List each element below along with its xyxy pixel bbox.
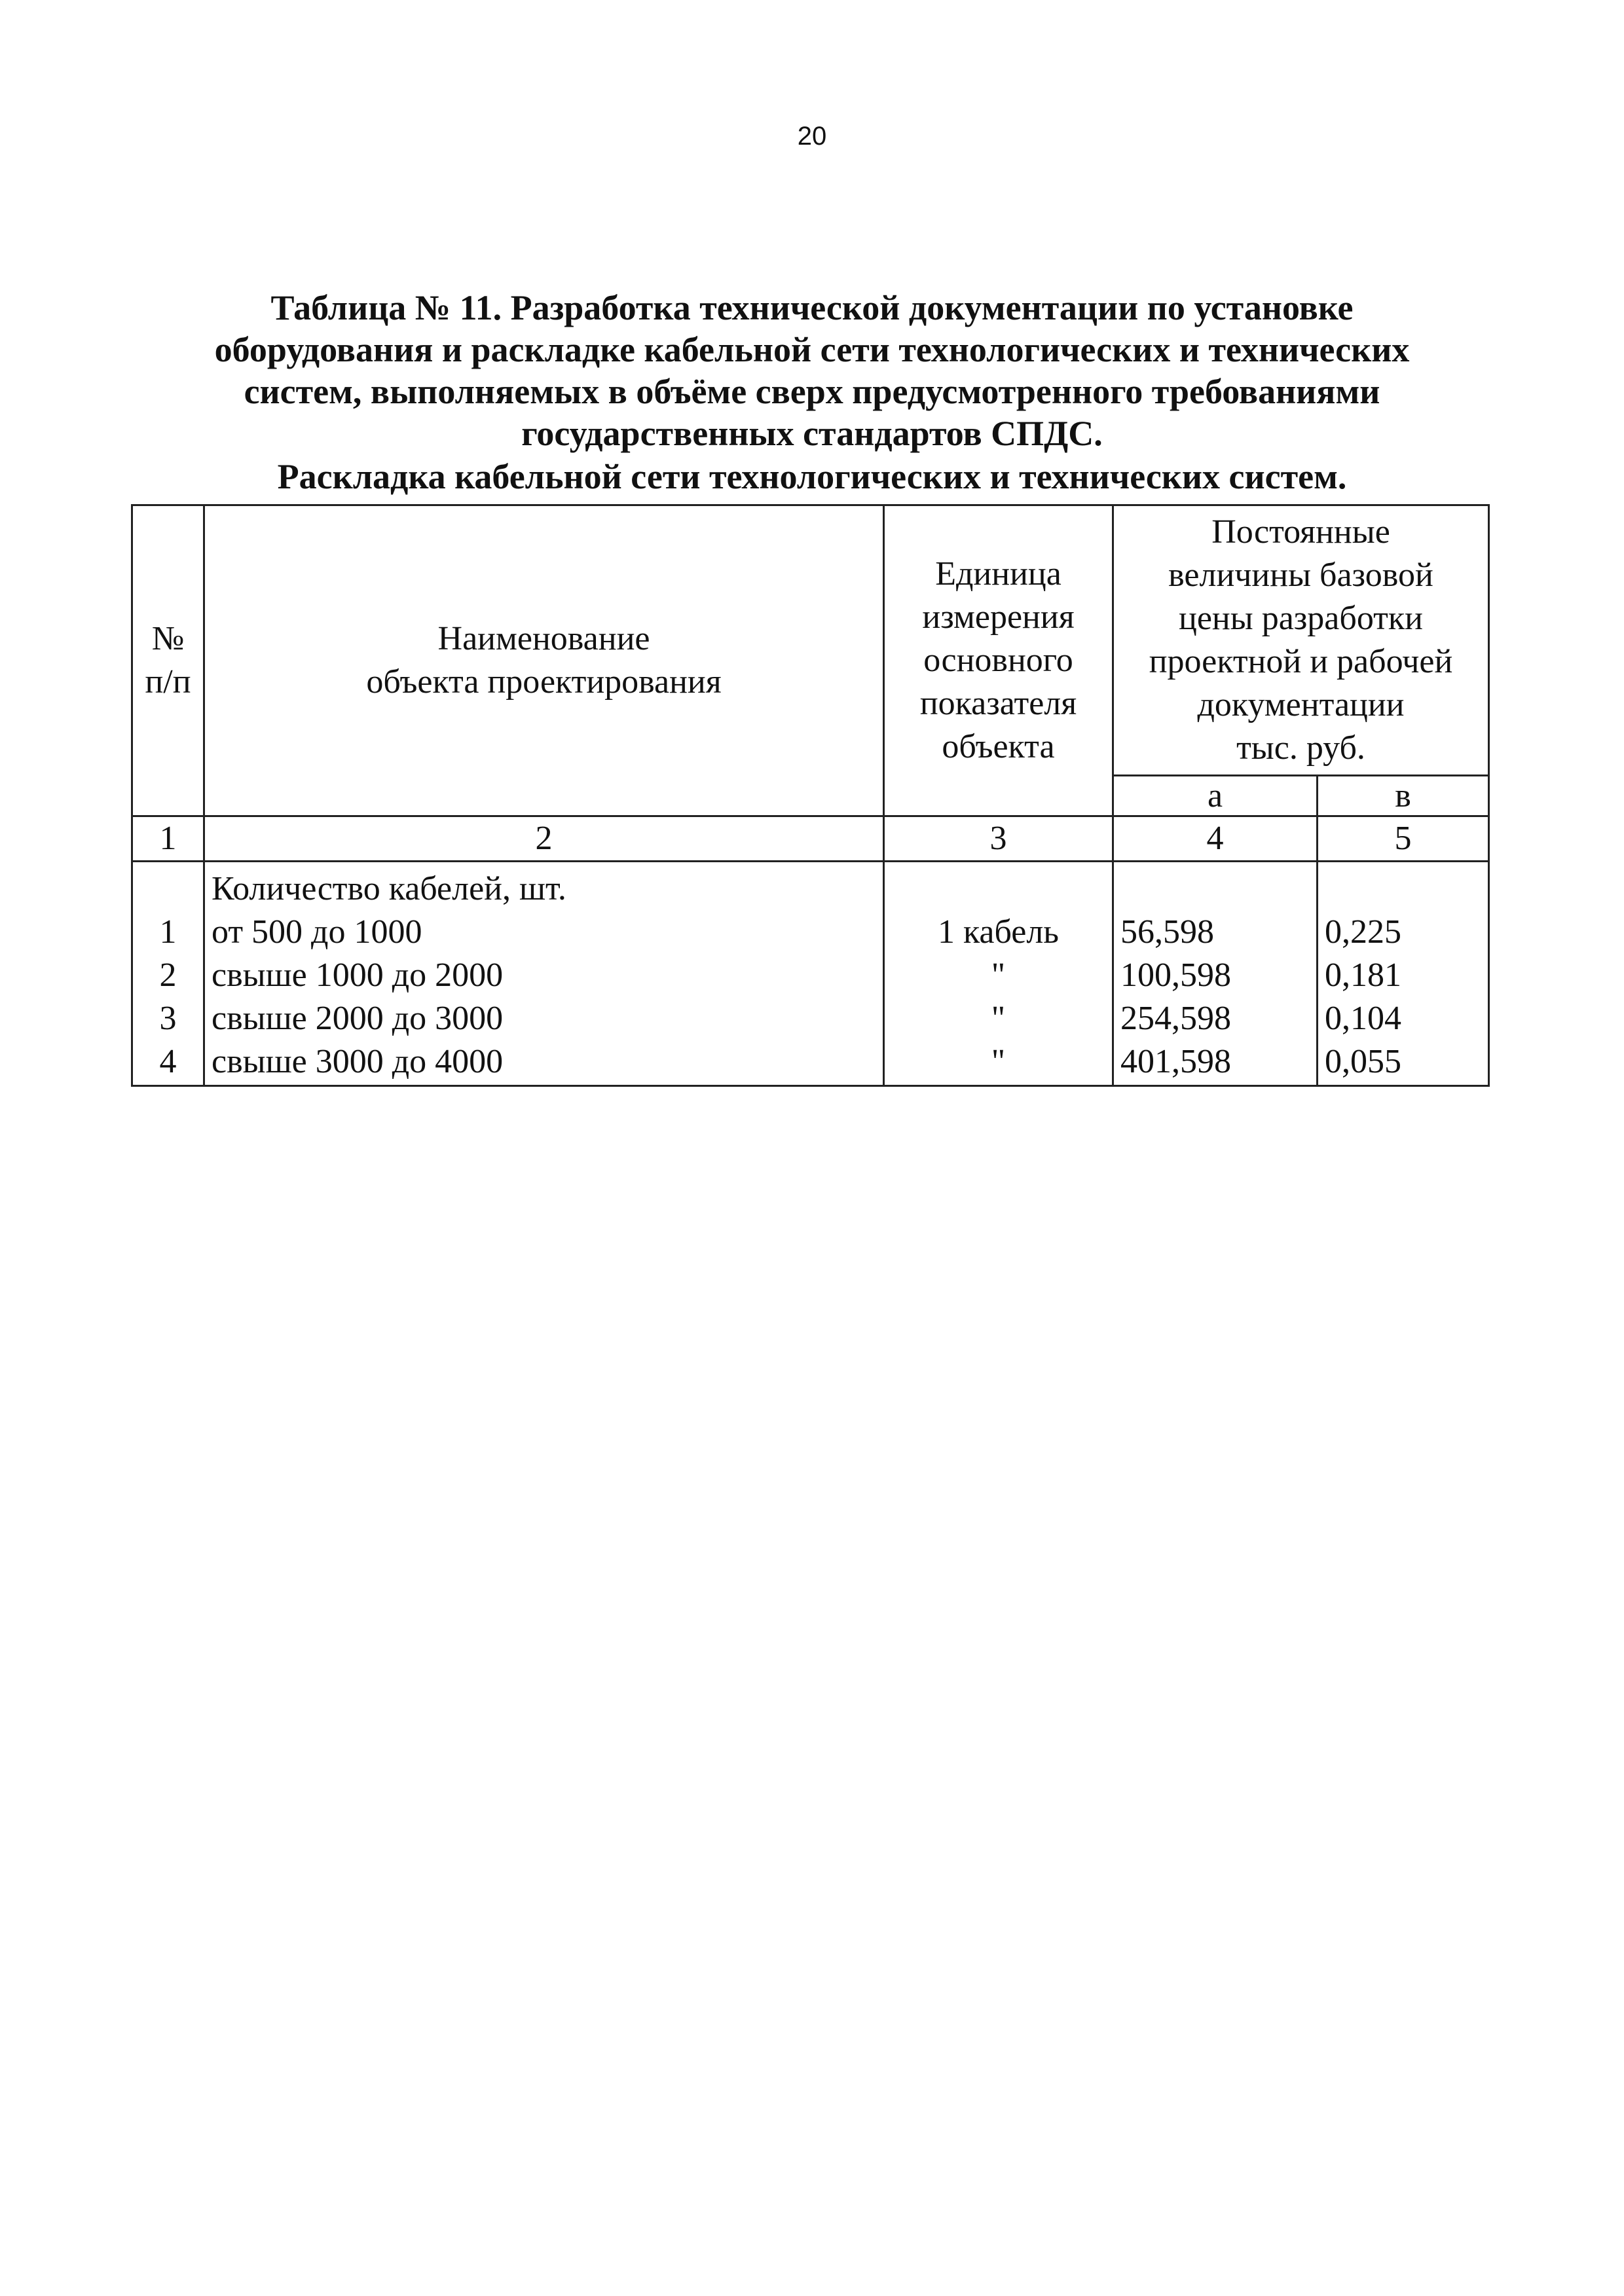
row-name: свыше 3000 до 4000	[212, 1043, 504, 1080]
header-unit-line: показателя	[919, 685, 1077, 722]
group-label: Количество кабелей, шт.	[212, 870, 566, 907]
name-cell	[204, 862, 884, 1086]
header-row	[132, 505, 1489, 776]
row-num: 4	[159, 1043, 177, 1080]
row-unit: "	[991, 1043, 1006, 1080]
row-value-a: 100,598	[1120, 957, 1231, 994]
header-price-line: документации	[1197, 686, 1405, 723]
column-number-row	[132, 816, 1489, 862]
header-num-line: №	[151, 620, 185, 657]
table-title	[131, 287, 1493, 454]
title-line: Таблица № 11. Разработка технической документации по установке	[270, 288, 1354, 327]
header-unit-line: основного	[923, 642, 1073, 679]
row-unit: "	[991, 957, 1006, 994]
row-name: свыше 1000 до 2000	[212, 957, 504, 994]
header-price-line: проектной и рабочей	[1149, 643, 1453, 680]
row-value-a: 56,598	[1120, 913, 1214, 951]
row-num: 2	[159, 957, 177, 994]
column-number: 3	[884, 816, 1113, 862]
blank-line	[133, 867, 203, 911]
header-num	[132, 505, 204, 816]
header-unit-line: измерения	[922, 598, 1075, 636]
blank-line	[1325, 867, 1488, 911]
table-body-row	[132, 862, 1489, 1086]
cost-table	[131, 504, 1490, 1087]
row-name: от 500 до 1000	[212, 913, 422, 951]
header-price	[1113, 505, 1489, 776]
header-unit-line: Единица	[935, 555, 1061, 592]
column-number: 4	[1113, 816, 1318, 862]
num-cell	[132, 862, 204, 1086]
value-a-cell	[1113, 862, 1318, 1086]
title-line: оборудования и раскладке кабельной сети технологических и технических	[214, 330, 1410, 369]
header-unit-line: объекта	[942, 728, 1055, 765]
column-number: 2	[204, 816, 884, 862]
header-price-line: цены разработки	[1179, 600, 1423, 637]
table-subtitle: Раскладка кабельной сети технологических и технических систем.	[277, 457, 1347, 496]
row-value-a: 254,598	[1120, 1000, 1231, 1037]
row-value-b: 0,104	[1325, 1000, 1401, 1037]
value-b-cell	[1318, 862, 1489, 1086]
header-price-line: Постоянные	[1211, 513, 1390, 551]
row-num: 3	[159, 1000, 177, 1037]
row-value-a: 401,598	[1120, 1043, 1231, 1080]
title-line: государственных стандартов СПДС.	[521, 414, 1103, 453]
row-num: 1	[159, 913, 177, 951]
header-price-line: величины базовой	[1168, 556, 1433, 594]
header-unit	[884, 505, 1113, 816]
page-number: 20	[797, 122, 827, 151]
header-num-line: п/п	[145, 663, 191, 701]
header-name-line: объекта проектирования	[366, 663, 722, 701]
header-name	[204, 505, 884, 816]
header-sub-b: в	[1318, 776, 1489, 816]
row-unit: "	[991, 1000, 1006, 1037]
column-number: 1	[132, 816, 204, 862]
header-name-line: Наименование	[437, 620, 650, 657]
row-name: свыше 2000 до 3000	[212, 1000, 504, 1037]
blank-line	[885, 867, 1112, 911]
row-value-b: 0,181	[1325, 957, 1401, 994]
header-sub-a: а	[1113, 776, 1318, 816]
title-line: систем, выполняемых в объёме сверх предусмотренного требованиями	[244, 372, 1380, 411]
row-unit: 1 кабель	[937, 913, 1060, 951]
blank-line	[1120, 867, 1316, 911]
column-number: 5	[1318, 816, 1489, 862]
header-price-line: тыс. руб.	[1236, 729, 1365, 767]
row-value-b: 0,225	[1325, 913, 1401, 951]
unit-cell	[884, 862, 1113, 1086]
row-value-b: 0,055	[1325, 1043, 1401, 1080]
